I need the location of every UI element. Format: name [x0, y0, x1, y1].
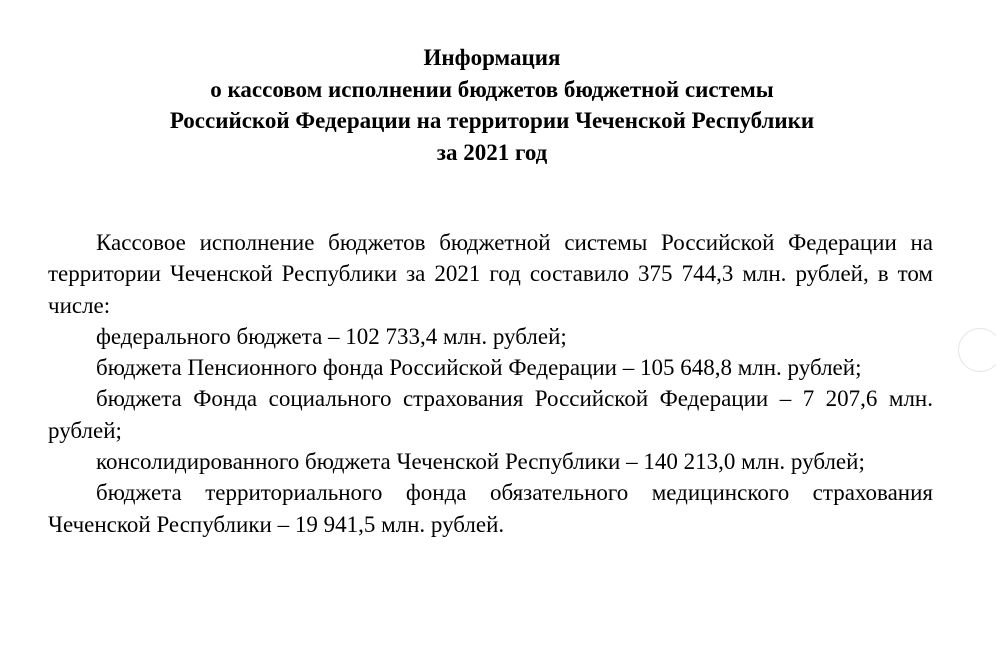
title-line-4: за 2021 год	[436, 139, 548, 165]
title-line-2: о кассовом исполнении бюджетов бюджетной системы	[210, 76, 774, 102]
paragraph-total: Кассовое исполнение бюджетов бюджетной системы Российской Федерации на территории Чеченской Республики за 2021 год составило 375 744,3 млн. рублей, в том числе:	[48, 230, 933, 318]
title-line-3: Российской Федерации на территории Чеченской Республики	[169, 108, 815, 133]
paragraph-medical-insurance-fund: бюджета территориального фонда обязательного медицинского страхования Чеченской Республики – 19 941,5 млн. рублей.	[48, 480, 933, 537]
paragraph-federal-budget: федерального бюджета – 102 733,4 млн. рублей;	[96, 323, 567, 349]
paragraph-pension-fund: бюджета Пенсионного фонда Российской Федерации – 105 648,8 млн. рублей;	[96, 355, 862, 381]
scroll-handle-icon[interactable]	[958, 328, 996, 372]
title-line-1: Информация	[423, 45, 561, 70]
document-body	[48, 227, 933, 540]
paragraph-social-insurance-fund: бюджета Фонда социального страхования Российской Федерации – 7 207,6 млн. рублей;	[48, 386, 933, 443]
document-title	[0, 42, 984, 168]
paragraph-consolidated-budget: консолидированного бюджета Чеченской Республики – 140 213,0 млн. рублей;	[96, 449, 865, 475]
